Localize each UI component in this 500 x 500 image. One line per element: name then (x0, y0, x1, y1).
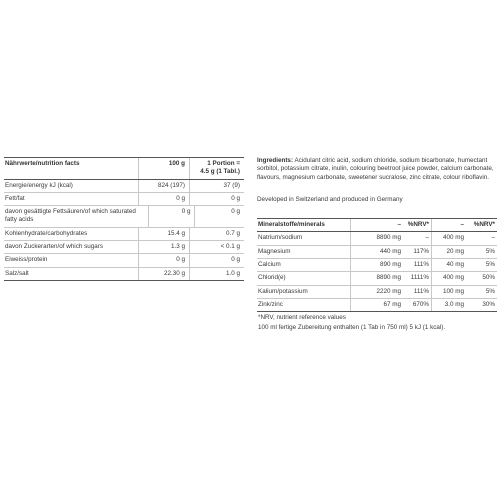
table-row (4, 180, 244, 192)
table-row (4, 206, 244, 227)
minerals-header-col1: – (350, 219, 404, 231)
mineral-amount-portion: 40 mg (431, 259, 467, 271)
nutrient-per100: 15.4 g (138, 228, 189, 240)
mineral-label: Chlorid(e) (258, 274, 286, 282)
nutrition-header-portion-line2: 4.5 g (1 Tabl.) (200, 168, 240, 176)
nutrient-portion: < 0.1 g (189, 241, 244, 253)
mineral-label: Kalium/potassium (258, 287, 308, 295)
nutrient-label: Eiweiss/protein (5, 256, 48, 264)
mineral-amount-portion: 100 mg (431, 286, 467, 298)
nutrient-per100: 0 g (138, 254, 189, 266)
mineral-amount-portion: 3.0 mg (431, 299, 467, 311)
table-row (4, 254, 244, 266)
mineral-amount-100ml: 8890 mg (350, 232, 404, 244)
nutrient-portion: 0.7 g (189, 228, 244, 240)
nutrient-portion: 0 g (194, 206, 244, 227)
mineral-nrv-100ml: – (425, 234, 429, 242)
ingredients-label: Ingredients: (257, 157, 294, 164)
minerals-table (257, 218, 497, 312)
mineral-amount-100ml: 2220 mg (350, 286, 404, 298)
table-row (257, 232, 497, 244)
mineral-nrv-portion: 5% (485, 261, 495, 269)
table-row (4, 228, 244, 240)
nutrition-header-row (4, 158, 244, 179)
minerals-header-col4: %NRV* (473, 221, 495, 229)
mineral-label: Natrium/sodium (258, 234, 303, 242)
row-divider (4, 280, 244, 281)
ingredients-block (257, 157, 497, 182)
minerals-header-label: Mineralstoffe/minerals (258, 221, 325, 229)
nutrient-per100: 0 g (138, 193, 189, 205)
mineral-nrv-portion: 50% (482, 274, 495, 282)
nutrient-label: Salz/salt (5, 269, 29, 277)
nutrition-header-per100: 100 g (138, 158, 189, 179)
nutrition-header-label: Nährwerte/nutrition facts (5, 160, 80, 167)
mineral-nrv-100ml: 117% (413, 247, 429, 255)
minerals-header-row (257, 219, 497, 231)
nutrient-label: davon gesättigte Fettsäuren/of which saturated fatty acids (5, 208, 136, 224)
nutrient-label: davon Zuckerarten/of which sugars (5, 243, 104, 251)
minerals-header-col3: – (431, 219, 467, 231)
table-row (4, 241, 244, 253)
origin-note: Developed in Switzerland and produced in Germany (257, 195, 403, 203)
nutrient-label: Energie/energy kJ (kcal) (5, 181, 73, 189)
mineral-nrv-portion: 30% (482, 300, 495, 308)
nutrient-per100: 824 (197) (138, 180, 189, 192)
nutrient-per100: 0 g (148, 206, 194, 227)
mineral-nrv-100ml: 111% (413, 287, 429, 295)
table-row (257, 246, 497, 258)
nutrient-portion: 0 g (189, 193, 244, 205)
nutrient-portion: 37 (9) (189, 180, 244, 192)
mineral-label: Magnesium (258, 247, 291, 255)
mineral-amount-100ml: 8890 mg (350, 272, 404, 284)
nutrient-label: Fett/fat (5, 194, 25, 202)
minerals-header-col2: %NRV* (407, 221, 429, 229)
nutrient-portion: 0 g (189, 254, 244, 266)
nutrition-header-portion-line1: 1 Portion = (207, 160, 240, 167)
row-divider (257, 311, 497, 312)
minerals-notes (257, 313, 497, 332)
nutrition-rows (4, 180, 244, 281)
mineral-nrv-portion: – (491, 234, 495, 242)
mineral-nrv-100ml: 1111% (410, 274, 429, 282)
mineral-amount-100ml: 67 mg (350, 299, 404, 311)
nutrition-header-portion (189, 158, 244, 179)
preparation-note: 100 ml fertige Zubereitung enthalten (1 Tab in 750 ml) 5 kJ (1 kcal). (258, 323, 446, 331)
table-row (257, 259, 497, 271)
table-row (257, 299, 497, 311)
mineral-amount-portion: 400 mg (431, 272, 467, 284)
mineral-nrv-100ml: 111% (413, 261, 429, 269)
mineral-nrv-portion: 5% (485, 287, 495, 295)
mineral-label: Zink/zinc (258, 300, 283, 308)
nutrient-per100: 1.3 g (138, 241, 189, 253)
mineral-nrv-100ml: 670% (412, 300, 429, 308)
product-details (257, 157, 497, 332)
table-row (4, 268, 244, 280)
mineral-amount-100ml: 440 mg (350, 246, 404, 258)
table-row (257, 286, 497, 298)
mineral-amount-portion: 400 mg (431, 232, 467, 244)
nutrition-facts-table (4, 157, 244, 281)
mineral-label: Calcium (258, 261, 281, 269)
mineral-amount-100ml: 890 mg (350, 259, 404, 271)
mineral-nrv-portion: 5% (485, 247, 495, 255)
nutrient-label: Kohlenhydrate/carbohydrates (5, 229, 88, 237)
nutrient-per100: 22.30 g (138, 268, 189, 280)
table-row (257, 272, 497, 284)
table-row (4, 193, 244, 205)
nutrient-portion: 1.0 g (189, 268, 244, 280)
mineral-amount-portion: 20 mg (431, 246, 467, 258)
nrv-footnote: *NRV, nutrient reference values (258, 314, 346, 322)
mineral-rows (257, 232, 497, 312)
ingredients-text: Acidulant citric acid, sodium chloride, sodium bicarbonate, humectant sorbitol, potassium citrate, inulin, colouring beetroot juice powder, calcium carbonate, flavours, magnesium carbonate, sweetener sucralose, zinc citrate, colour riboflavin. (257, 157, 494, 181)
